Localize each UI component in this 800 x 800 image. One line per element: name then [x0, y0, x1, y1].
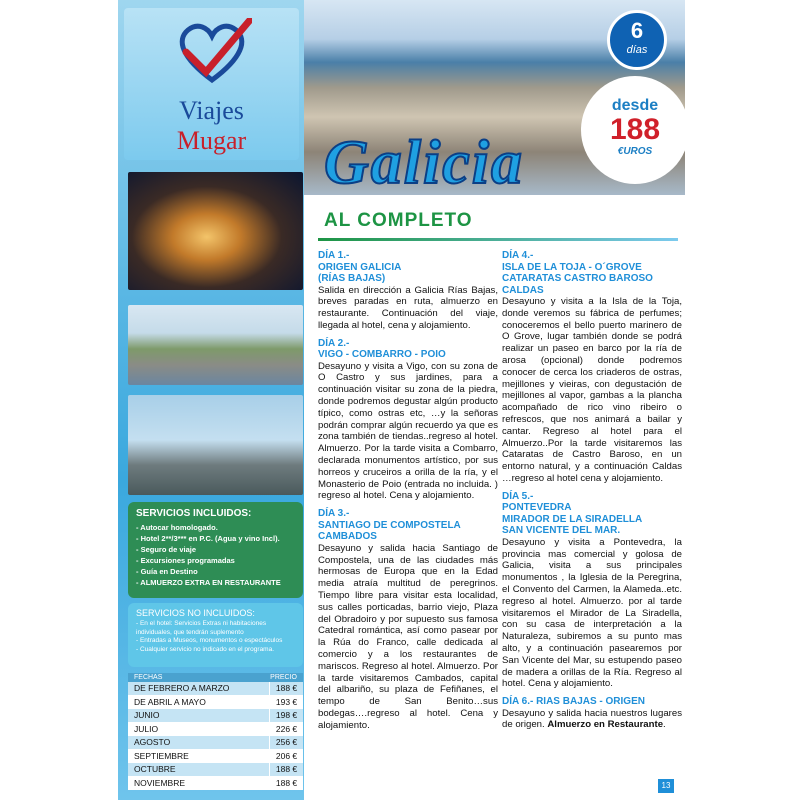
day-heading: PONTEVEDRA: [502, 502, 572, 514]
included-item: - ALMUERZO EXTRA EN RESTAURANTE: [136, 578, 281, 587]
page-title: Galicia: [324, 129, 524, 197]
brochure-page: [118, 0, 685, 800]
date-cell: AGOSTO: [128, 736, 269, 749]
included-item: - Hotel 2**/3*** en P.C. (Agua y vino Incl).: [136, 534, 280, 543]
included-item: - Guía en Destino: [136, 567, 198, 576]
price-cell: 226 €: [269, 723, 303, 736]
table-row: [128, 736, 303, 750]
day-description: Desayuno y visita a la Isla de la Toja, donde veremos su fábrica de perfumes; conoceremos el bello puerto marinero de O Grove, lugar también donde se podrá realizar un paseo en barco por la ría de arosa (opcional) donde podremos conocer de cerca los criaderos de ostras, mejillones y vieiras, con degustación de mejillones al vapor, gambas a la plancha acompañado de rico vino ribeiro o refrescos, que nos animará a bailar y cantar. Regreso al hotel para el Almuerzo..Por la tarde visitaremos las Cataratas de Castro Baroso, en un entorno natural, y a continuación Caldas …regreso al hotel cena y alojamiento.: [502, 296, 682, 484]
date-cell: JUNIO: [128, 709, 269, 722]
price-starburst: [585, 80, 685, 180]
day-heading: MIRADOR DE LA SIRADELLA: [502, 513, 643, 525]
not-included-item: - En el hotel: Servicios Extras ni habitaciones: [136, 620, 267, 627]
price-amount: 188: [609, 113, 661, 146]
table-row: [128, 709, 303, 723]
price-table: [128, 673, 303, 790]
table-row: [128, 682, 303, 696]
divider: [318, 238, 678, 241]
day-description: Desayuno y visita a Vigo, con su zona de O Castro y sus jardines, para a continuación visitar su zona de la piedra, donde podremos degustar algún producto típico, como ostras etc, …y la señoras podrán comprar algún recuerdo ya que es zona también de tiendas..regreso al hotel. Almuerzo. Por la tarde visita a Combarro, declarada monumentos artístico, por sus horreos y cruceiros a orilla de la ría, y el Monasterio de Poio (entrada no incluida. ) regreso al hotel. Cena y alojamiento.: [318, 360, 498, 502]
not-included-services-box: [128, 603, 303, 667]
day-heading: DÍA 4.-: [502, 250, 534, 261]
day-heading: SAN VICENTE DEL MAR.: [502, 525, 621, 537]
page-subtitle: AL COMPLETO: [324, 210, 473, 231]
date-cell: SEPTIEMBRE: [128, 750, 269, 763]
price-cell: 188 €: [269, 777, 303, 790]
date-cell: OCTUBRE: [128, 763, 269, 776]
logo-text-viajes: Viajes: [179, 96, 244, 125]
day-heading: VIGO - COMBARRO - POIO: [318, 349, 446, 361]
not-included-item: - Cualquier servicio no indicado en el programa.: [136, 645, 275, 653]
day-heading: DÍA 5.-: [502, 490, 534, 502]
photo-santiago-cathedral: [128, 172, 303, 290]
day-heading: (RÍAS BAJAS): [318, 273, 386, 284]
day-heading: CAMBADOS: [318, 531, 377, 543]
price-cell: 193 €: [269, 696, 303, 709]
price-table-header: [128, 673, 303, 682]
logo-text-mugar: Mugar: [176, 126, 247, 155]
table-row: [128, 723, 303, 737]
price-currency: €UROS: [617, 146, 653, 157]
day-description: Salida en dirección a Galicia Rías Bajas, breves paradas en ruta, almuerzo en restaurante. Continuación del viaje, llegada al hotel, cena y alojamiento.: [318, 284, 498, 331]
page-number: 13: [658, 779, 674, 793]
day-text-end: .: [663, 719, 666, 731]
day-heading: SANTIAGO DE COMPOSTELA: [318, 519, 461, 531]
days-label: días: [626, 44, 648, 56]
day-description: [502, 708, 682, 732]
day-heading: ORIGEN GALICIA: [318, 261, 402, 273]
date-cell: DE ABRIL A MAYO: [128, 696, 269, 709]
heart-check-icon: [172, 18, 252, 88]
day-description: Desayuno y salida hacia Santiago de Compostela, una de las ciudades más hermosas de Europa que en la Edad media atraía multitud de peregrinos. Tiempo libre para visitar esta localidad, sus calles porticadas, barrio viejo, Plaza del Obradoiro y por supuesto sus famosa Catedral romántica, así como pasear por la Rúa do Franco, calle dedicada al comercio y a los restaurantes de mariscos. Regreso al hotel. Almuerzo. Por la tarde visitaremos Cambados, capital del albariño, su plaza de Fefiñanes, el tempo de San Benito…sus bodegas….regreso al hotel. Cena y alojamiento.: [318, 542, 498, 731]
day-heading: DÍA 2.-: [318, 337, 350, 349]
left-column: [118, 0, 304, 800]
day-bold-text: Almuerzo en Restaurante: [547, 719, 664, 731]
table-row: [128, 750, 303, 764]
date-cell: NOVIEMBRE: [128, 777, 269, 790]
days-badge: [607, 10, 667, 70]
day-heading: CALDAS: [502, 284, 544, 296]
included-item: - Seguro de viaje: [136, 545, 197, 554]
day-heading: DÍA 3.-: [318, 508, 350, 520]
day-heading: DÍA 1.-: [318, 250, 350, 261]
included-heading: SERVICIOS INCLUIDOS:: [136, 508, 252, 519]
not-included-item: - Entradas a Museos, monumentos o espectáculos: [136, 637, 283, 644]
included-item: - Autocar homologado.: [136, 523, 218, 532]
header-dates: FECHAS: [134, 674, 163, 681]
logo: [124, 8, 299, 160]
table-row: [128, 696, 303, 710]
photo-coastal-town: [128, 305, 303, 385]
price-cell: 188 €: [269, 682, 303, 695]
day-description: Desayuno y visita a Pontevedra, la provincia mas comercial y golosa de Galicia, visita a sus principales monumentos , la Iglesia de la Peregrina, el Convento del Carmen, la Alameda..etc. regreso al hotel. Almuerzo. por al tarde visitaremos el Mirador de La Siradella, con su casa de interpretación a la Naturaleza, subiremos a su punto mas alto, y a continuación pasearemos por San Vicente del Mar, su estupendo paseo de madera a orillas de la Ría. Regreso al hotel. Cena y alojamiento.: [502, 536, 682, 690]
table-row: [128, 763, 303, 777]
table-row: [128, 777, 303, 791]
photo-statue-monument: [128, 395, 303, 495]
itinerary-column-2: [502, 250, 682, 731]
not-included-heading: SERVICIOS NO INCLUIDOS:: [136, 608, 255, 618]
price-cell: 256 €: [269, 736, 303, 749]
price-cell: 188 €: [269, 763, 303, 776]
price-from-label: desde: [611, 97, 659, 114]
day-heading: DÍA 6.- RIAS BAJAS - ORIGEN: [502, 696, 645, 708]
date-cell: DE FEBRERO A MARZO: [128, 682, 269, 695]
day-heading: CATARATAS CASTRO BAROSO: [502, 273, 653, 284]
itinerary-column-1: [318, 250, 498, 732]
included-item: - Excursiones programadas: [136, 556, 235, 565]
day-heading: ISLA DE LA TOJA - O´GROVE: [502, 261, 642, 273]
not-included-item: individuales, que tendrán suplemento: [136, 628, 244, 636]
header-price: PRECIO: [270, 674, 297, 681]
included-services-box: [128, 502, 303, 598]
price-cell: 206 €: [269, 750, 303, 763]
date-cell: JULIO: [128, 723, 269, 736]
price-cell: 198 €: [269, 709, 303, 722]
days-number: 6: [630, 18, 644, 43]
day-text: Desayuno y salida hacia nuestros lugares de origen.: [502, 707, 682, 731]
